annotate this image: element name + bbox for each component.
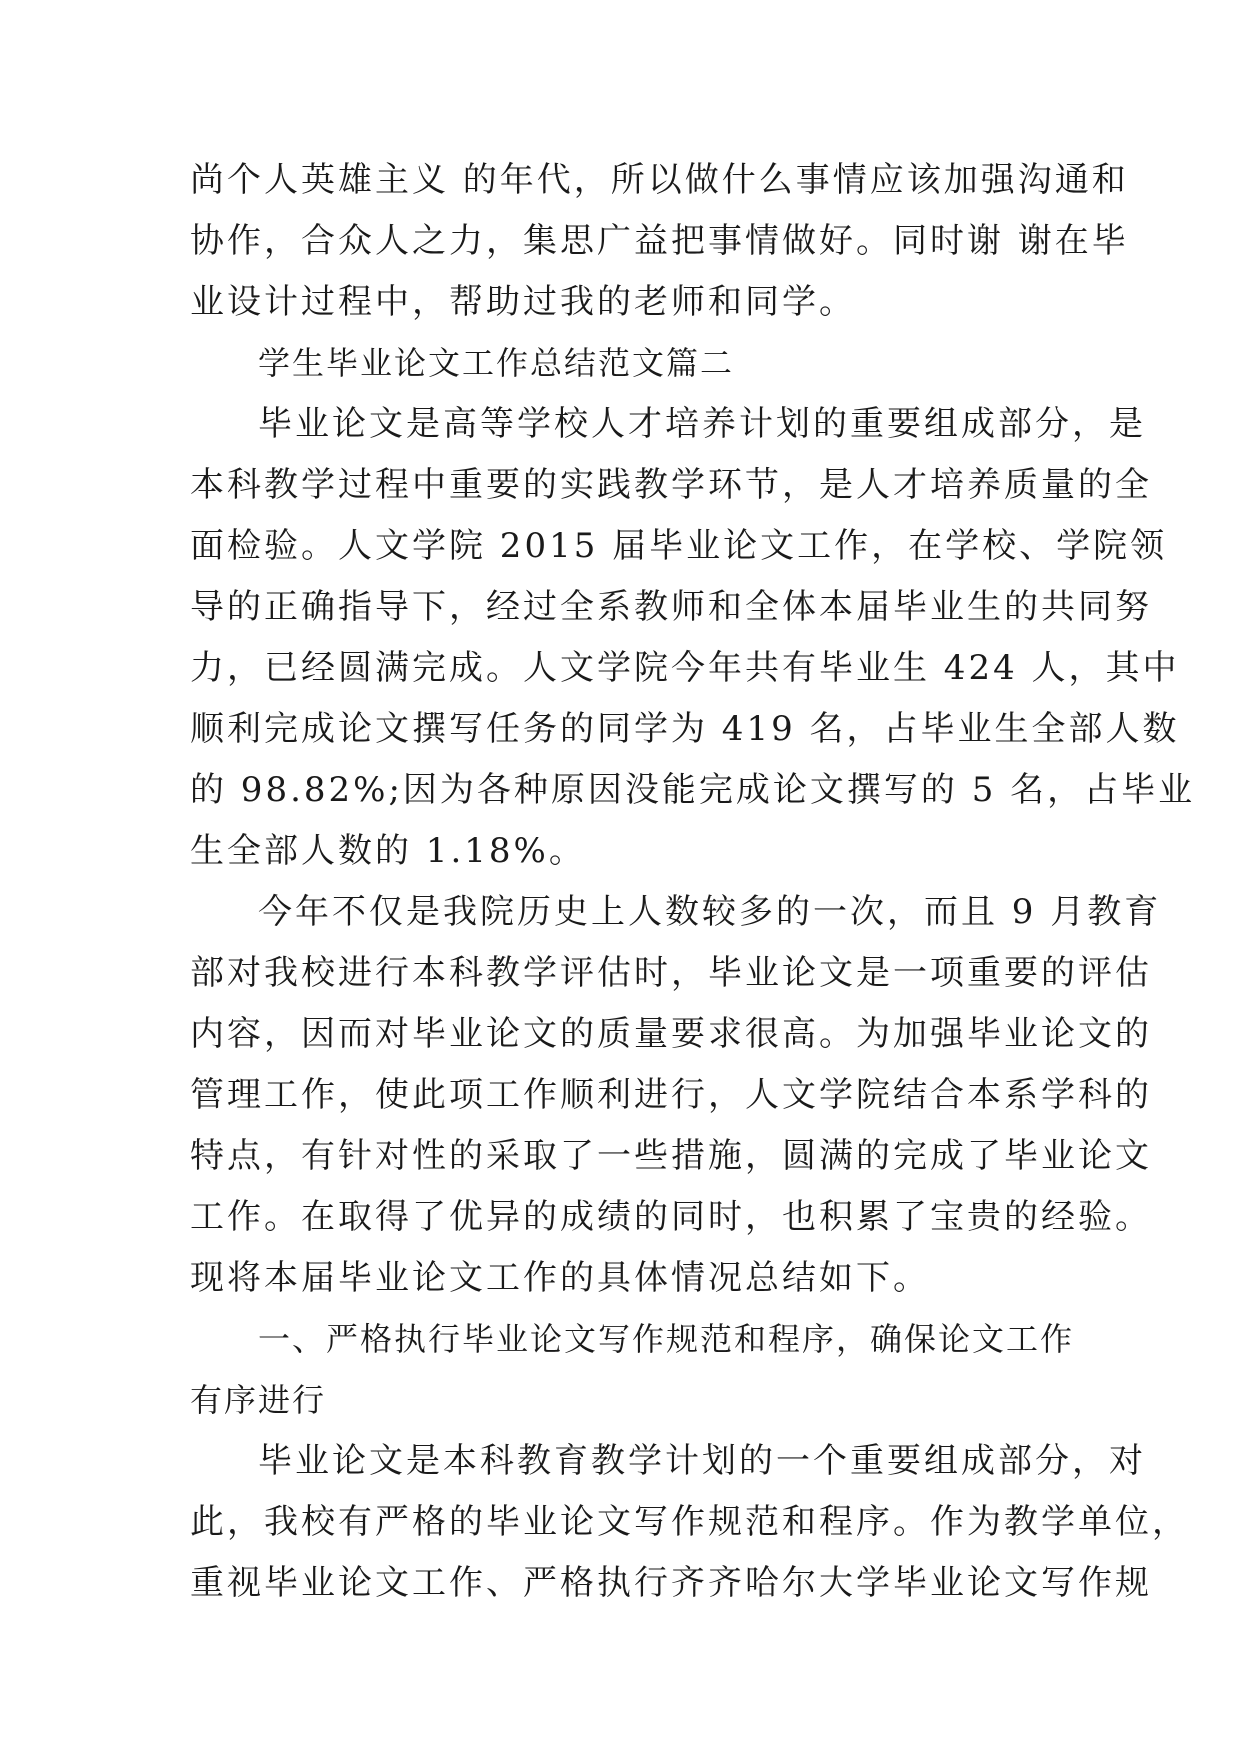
- text-line: 协作，合众人之力，集思广益把事情做好。同时谢 谢在毕: [190, 221, 1129, 261]
- text-line: 业设计过程中，帮助过我的老师和同学。: [190, 282, 856, 322]
- text-line: 今年不仅是我院历史上人数较多的一次，而且 9 月教育: [258, 892, 1162, 932]
- text-line: 生全部人数的 1.18%。: [190, 831, 586, 871]
- text-line: 力，已经圆满完成。人文学院今年共有毕业生 424 人，其中: [190, 648, 1180, 688]
- text-line: 顺利完成论文撰写任务的同学为 419 名，占毕业生全部人数: [190, 709, 1180, 749]
- text-line: 部对我校进行本科教学评估时，毕业论文是一项重要的评估: [190, 953, 1152, 993]
- text-line: 面检验。人文学院 2015 届毕业论文工作，在学校、学院领: [190, 526, 1168, 566]
- section-heading-line: 有序进行: [190, 1381, 327, 1419]
- text-line: 毕业论文是高等学校人才培养计划的重要组成部分，是: [258, 404, 1146, 444]
- text-line: 管理工作，使此项工作顺利进行，人文学院结合本系学科的: [190, 1075, 1152, 1115]
- text-line: 尚个人英雄主义 的年代，所以做什么事情应该加强沟通和: [190, 160, 1129, 200]
- text-line: 内容，因而对毕业论文的质量要求很高。为加强毕业论文的: [190, 1014, 1152, 1054]
- text-line: 工作。在取得了优异的成绩的同时，也积累了宝贵的经验。: [190, 1197, 1152, 1237]
- text-line: 导的正确指导下，经过全系教师和全体本届毕业生的共同努: [190, 587, 1152, 627]
- document-body: [190, 150, 1196, 1614]
- text-line: 现将本届毕业论文工作的具体情况总结如下。: [190, 1258, 930, 1298]
- section-heading-line: 一、严格执行毕业论文写作规范和程序，确保论文工作: [258, 1320, 1075, 1358]
- text-line: 重视毕业论文工作、严格执行齐齐哈尔大学毕业论文写作规: [190, 1563, 1152, 1603]
- text-line: 此，我校有严格的毕业论文写作规范和程序。作为教学单位，: [190, 1502, 1189, 1542]
- section-heading-line: 学生毕业论文工作总结范文篇二: [258, 344, 735, 382]
- text-line: 的 98.82%;因为各种原因没能完成论文撰写的 5 名，占毕业: [190, 770, 1196, 810]
- text-line: 特点，有针对性的采取了一些措施，圆满的完成了毕业论文: [190, 1136, 1152, 1176]
- text-line: 本科教学过程中重要的实践教学环节，是人才培养质量的全: [190, 465, 1152, 505]
- text-line: 毕业论文是本科教育教学计划的一个重要组成部分，对: [258, 1441, 1146, 1481]
